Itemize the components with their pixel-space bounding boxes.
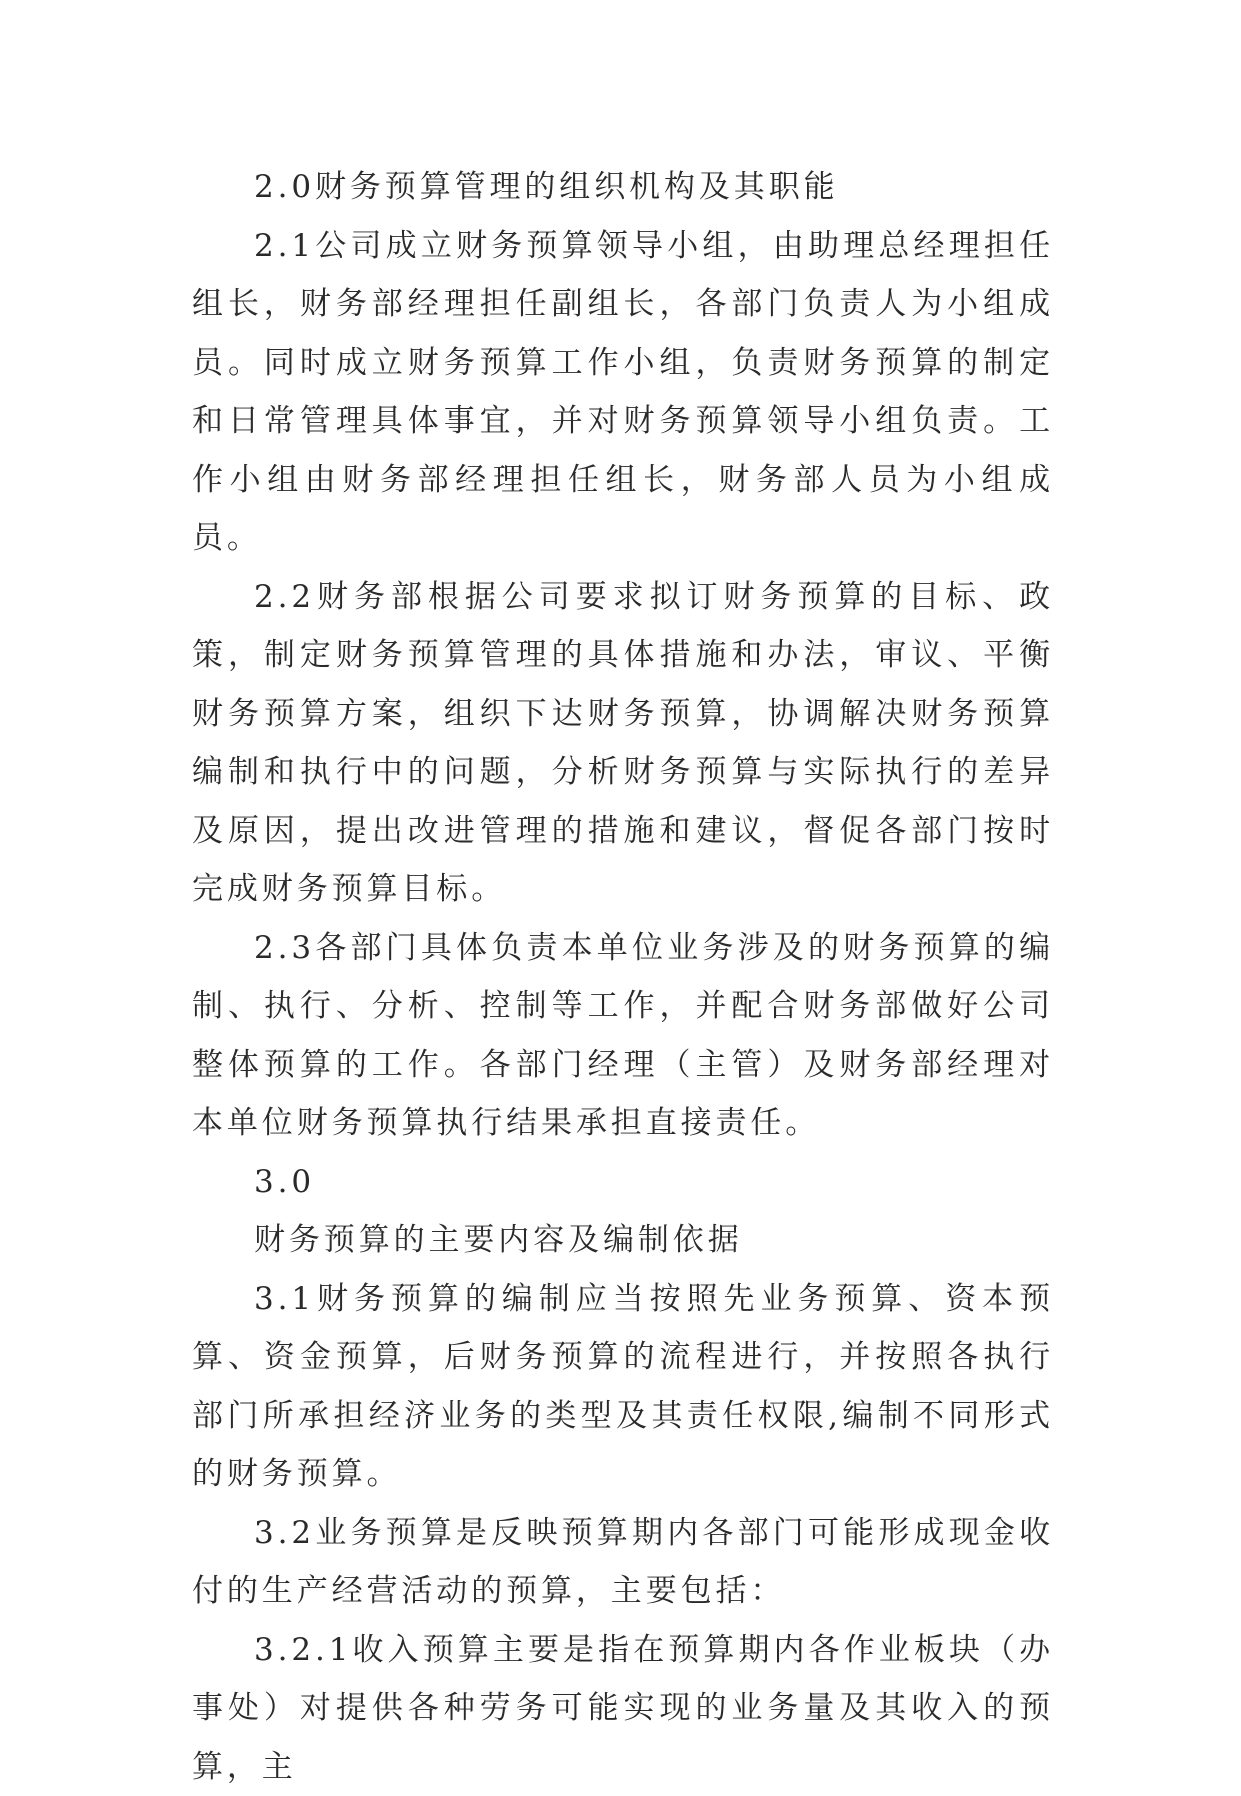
section-heading-2-0: 2.0财务预算管理的组织机构及其职能: [192, 158, 1054, 217]
paragraph-3-1: 3.1财务预算的编制应当按照先业务预算、资本预算、资金预算，后财务预算的流程进行，并按照各执行部门所承担经济业务的类型及其责任权限,编制不同形式的财务预算。: [192, 1270, 1054, 1504]
paragraph-3-2-1: 3.2.1收入预算主要是指在预算期内各作业板块（办事处）对提供各种劳务可能实现的业务量及其收入的预算，主: [192, 1621, 1054, 1796]
paragraph-2-3: 2.3各部门具体负责本单位业务涉及的财务预算的编制、执行、分析、控制等工作，并配合财务部做好公司整体预算的工作。各部门经理（主管）及财务部经理对本单位财务预算执行结果承担直接责任。: [192, 919, 1054, 1153]
paragraph-2-2: 2.2财务部根据公司要求拟订财务预算的目标、政策，制定财务预算管理的具体措施和办法，审议、平衡财务预算方案，组织下达财务预算，协调解决财务预算编制和执行中的问题，分析财务预算与实际执行的差异及原因，提出改进管理的措施和建议，督促各部门按时完成财务预算目标。: [192, 568, 1054, 919]
document-body: [192, 158, 1054, 1796]
paragraph-2-1: 2.1公司成立财务预算领导小组，由助理总经理担任组长，财务部经理担任副组长，各部门负责人为小组成员。同时成立财务预算工作小组，负责财务预算的制定和日常管理具体事宜，并对财务预算领导小组负责。工作小组由财务部经理担任组长，财务部人员为小组成员。: [192, 217, 1054, 568]
paragraph-3-2: 3.2业务预算是反映预算期内各部门可能形成现金收付的生产经营活动的预算，主要包括：: [192, 1504, 1054, 1621]
section-number-3-0: 3.0: [192, 1153, 1054, 1212]
section-heading-3-0: 财务预算的主要内容及编制依据: [192, 1211, 1054, 1270]
